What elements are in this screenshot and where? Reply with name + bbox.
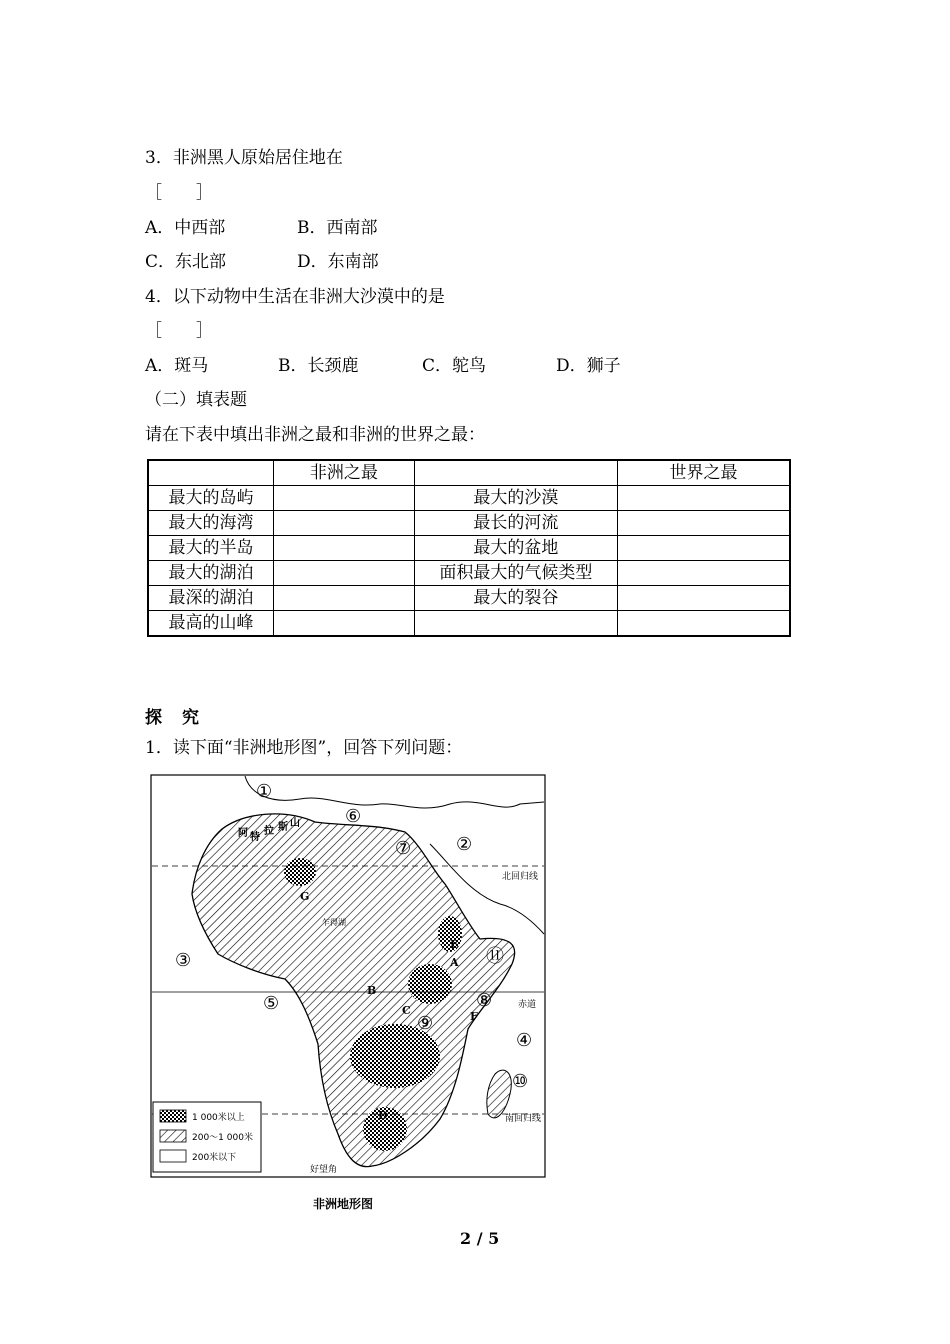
- table-row: [148, 486, 790, 511]
- marker-b: B: [367, 984, 377, 997]
- marker-6: ⑥: [345, 806, 362, 827]
- cape-label: 好望角: [310, 1165, 338, 1175]
- answer-cell[interactable]: [274, 586, 415, 611]
- marker-5: ⑤: [263, 993, 280, 1014]
- legend-swatch-high: [160, 1110, 186, 1122]
- marker-3: ③: [175, 950, 192, 971]
- table-cell: 最大的裂谷: [414, 586, 617, 611]
- table-row: [148, 561, 790, 586]
- question-3-stem: 3．非洲黑人原始居住地在: [145, 148, 343, 168]
- marker-9: ⑨: [417, 1013, 434, 1034]
- lake-chad-label: 乍得湖: [322, 918, 346, 927]
- highland-tibesti: [284, 858, 316, 886]
- legend-label-high: 1 000米以上: [192, 1113, 245, 1123]
- table-header-cell: [148, 460, 274, 486]
- equator-label: 赤道: [518, 1000, 537, 1010]
- superlatives-table: [147, 459, 791, 637]
- question-3-option-b: B．西南部: [297, 218, 378, 238]
- marker-d: D: [378, 1109, 388, 1122]
- legend-label-mid: 200～1 000米: [192, 1133, 253, 1143]
- table-cell: 最大的海湾: [148, 511, 274, 536]
- marker-11: ⑪: [486, 946, 504, 967]
- table-row: [148, 586, 790, 611]
- table-cell: 最长的河流: [414, 511, 617, 536]
- section-2-title: （二）填表题: [145, 390, 247, 410]
- question-4-option-c: C．鸵鸟: [422, 356, 487, 376]
- marker-a: A: [450, 956, 459, 969]
- map-caption: 非洲地形图: [313, 1197, 374, 1211]
- page-number: 2 / 5: [460, 1229, 500, 1248]
- question-3-option-c: C．东北部: [145, 252, 227, 272]
- table-cell: 最高的山峰: [148, 611, 274, 637]
- highland-east-africa: [408, 964, 452, 1004]
- table-row: [148, 511, 790, 536]
- table-row: [148, 611, 790, 637]
- atlas-label-5: 山: [290, 818, 300, 829]
- tropic-north-label: 北回归线: [502, 872, 539, 882]
- tropic-south-label: 南回归线: [505, 1114, 542, 1124]
- answer-cell[interactable]: [618, 511, 790, 536]
- answer-cell[interactable]: [618, 586, 790, 611]
- answer-cell[interactable]: [618, 611, 790, 637]
- marker-2: ②: [456, 834, 473, 855]
- table-cell: 最大的盆地: [414, 536, 617, 561]
- marker-g: G: [300, 890, 310, 903]
- answer-cell[interactable]: [618, 486, 790, 511]
- question-4-bracket: ［ ］: [145, 321, 213, 341]
- question-4-option-a: A．斑马: [145, 356, 209, 376]
- explore-heading: 探究: [145, 708, 219, 728]
- question-4-option-b: B．长颈鹿: [278, 356, 359, 376]
- marker-10: ⑩: [512, 1071, 529, 1092]
- answer-cell[interactable]: [618, 561, 790, 586]
- table-cell: 最大的岛屿: [148, 486, 274, 511]
- answer-cell[interactable]: [274, 486, 415, 511]
- marker-e: E: [450, 938, 459, 951]
- marker-1: ①: [256, 781, 273, 802]
- table-cell: 最深的湖泊: [148, 586, 274, 611]
- legend-swatch-low: [160, 1150, 186, 1162]
- table-cell: 最大的湖泊: [148, 561, 274, 586]
- table-header-cell: [414, 460, 617, 486]
- marker-f: F: [470, 1010, 478, 1023]
- atlas-label-3: 拉: [264, 826, 274, 837]
- atlas-label-1: 阿: [238, 828, 248, 839]
- legend-swatch-mid: [160, 1130, 186, 1142]
- table-header-cell: 世界之最: [618, 460, 790, 486]
- marker-4: ④: [516, 1030, 533, 1051]
- answer-cell[interactable]: [618, 536, 790, 561]
- africa-terrain-map: [150, 774, 546, 1178]
- question-4-option-d: D．狮子: [556, 356, 621, 376]
- answer-cell[interactable]: [274, 611, 415, 637]
- table-cell: 最大的沙漠: [414, 486, 617, 511]
- table-row: [148, 536, 790, 561]
- atlas-label-2: 特: [250, 832, 260, 843]
- table-cell: 最大的半岛: [148, 536, 274, 561]
- question-4-stem: 4．以下动物中生活在非洲大沙漠中的是: [145, 287, 445, 307]
- answer-cell[interactable]: [274, 511, 415, 536]
- marker-7: ⑦: [395, 838, 412, 859]
- table-header-row: [148, 460, 790, 486]
- explore-question-1: 1．读下面“非洲地形图”，回答下列问题：: [145, 738, 463, 758]
- section-2-instruction: 请在下表中填出非洲之最和非洲的世界之最：: [145, 425, 485, 445]
- question-3-option-a: A．中西部: [145, 218, 226, 238]
- question-3-option-d: D．东南部: [297, 252, 379, 272]
- answer-cell[interactable]: [274, 561, 415, 586]
- table-header-cell: 非洲之最: [274, 460, 415, 486]
- map-legend: [153, 1102, 261, 1172]
- question-3-bracket: ［ ］: [145, 183, 213, 203]
- atlas-label-4: 斯: [278, 822, 288, 833]
- marker-c: C: [402, 1004, 411, 1017]
- marker-8: ⑧: [476, 990, 493, 1011]
- legend-label-low: 200米以下: [192, 1153, 237, 1163]
- table-cell: 面积最大的气候类型: [414, 561, 617, 586]
- answer-cell[interactable]: [274, 536, 415, 561]
- table-cell: [414, 611, 617, 637]
